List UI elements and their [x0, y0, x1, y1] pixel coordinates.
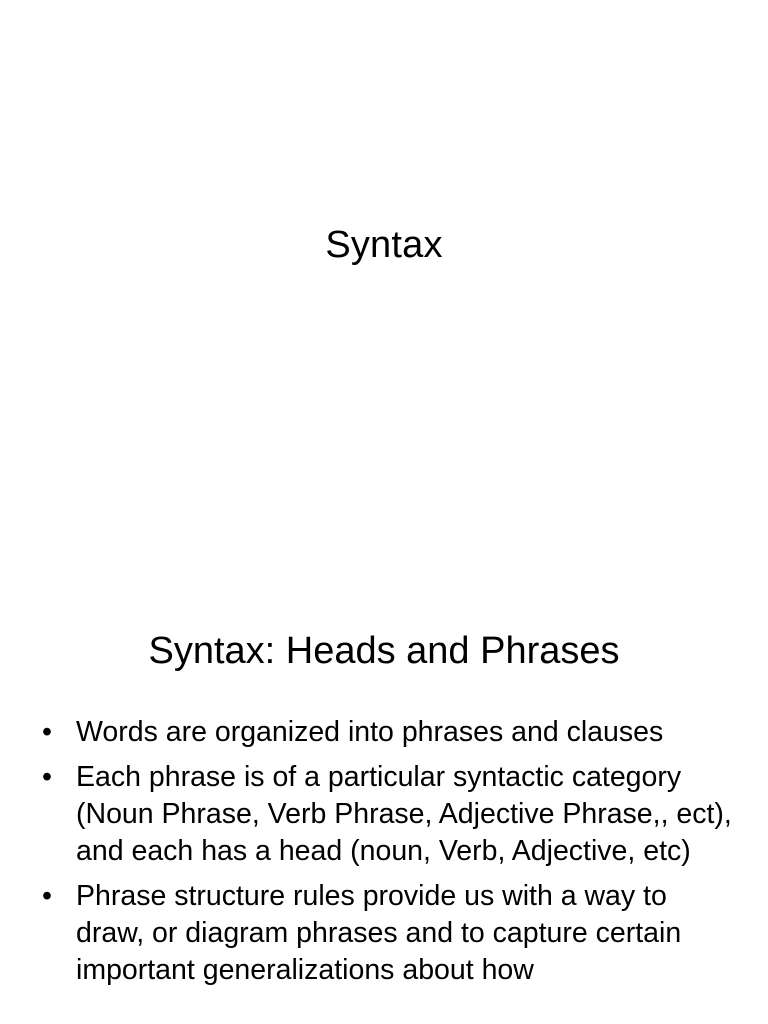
- slide-title: Syntax: Heads and Phrases: [148, 630, 620, 672]
- slide-title: Syntax: [325, 224, 443, 266]
- bullet-icon: •: [42, 880, 52, 912]
- list-item: [40, 759, 740, 870]
- bullet-text: Each phrase is of a particular syntactic category (Noun Phrase, Verb Phrase, Adjective Phrase,, ect), and each has a head (noun, Verb, Adjective, etc): [76, 761, 732, 867]
- list-item: [40, 714, 740, 751]
- bullet-icon: •: [42, 716, 52, 748]
- bullet-text: Phrase structure rules provide us with a way to draw, or diagram phrases and to capture certain important generalizations about how: [76, 880, 682, 986]
- slide-2: [0, 576, 768, 1024]
- bullet-text: Words are organized into phrases and clauses: [76, 716, 664, 748]
- bullet-list: [40, 714, 740, 997]
- list-item: [40, 878, 740, 989]
- bullet-icon: •: [42, 761, 52, 793]
